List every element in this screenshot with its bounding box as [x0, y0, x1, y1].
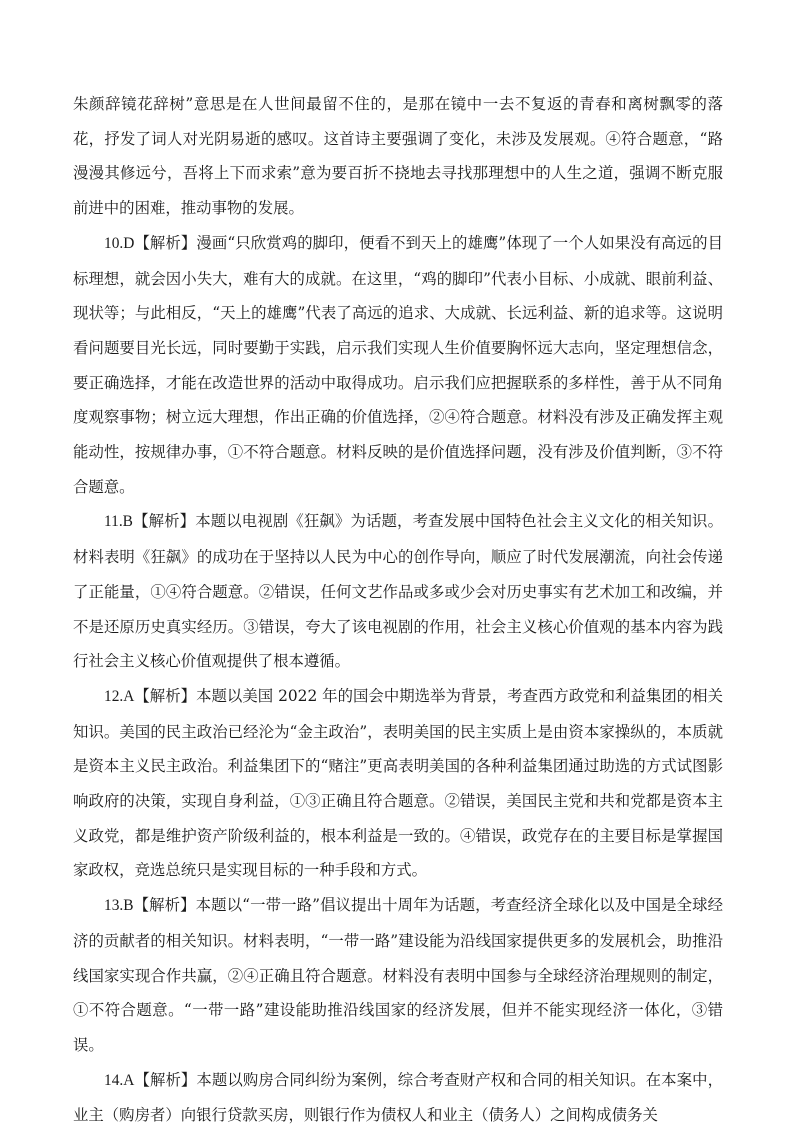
question-number: 14.A — [104, 1071, 135, 1089]
paragraph-text: 漫画“只欣赏鸡的脚印，便看不到天上的雄鹰”体现了一个人如果没有高远的目标理想，就会因小失大，难有大的成就。在这里，“鸡的脚印”代表小目标、小成就、眼前利益、现状等；与此相反，“天上的雄鹰”代表了高远的追求、大成就、长远利益、新的追求等。这说明看问题要目光长远，同时要勤于实践，启示我们实现人生价值要胸怀远大志向，坚定理想信念，要正确选择，才能在改造世界的活动中取得成功。启示我们应把握联系的多样性，善于从不同角度观察事物；树立远大理想，作出正确的价值选择，②④符合题意。材料没有涉及正确发挥主观能动性，按规律办事，①不符合题意。材料反映的是价值选择问题，没有涉及价值判断，③不符合题意。 — [73, 233, 723, 496]
analysis-tag: 【解析】 — [134, 686, 197, 705]
answer-12-analysis — [73, 679, 723, 888]
answer-13-analysis — [73, 888, 723, 1063]
analysis-tag: 【解析】 — [134, 233, 197, 252]
question-number: 13.B — [104, 897, 134, 915]
analysis-tag: 【解析】 — [134, 1070, 197, 1089]
answer-analysis-body — [73, 87, 723, 1133]
paragraph-text: 朱颜辞镜花辞树”意思是在人世间最留不住的，是那在镜中一去不复返的青春和离树飘零的落花，抒发了词人对光阴易逝的感叹。这首诗主要强调了变化，未涉及发展观。④符合题意，“路漫漫其修远兮，吾将上下而求索”意为要百折不挠地去寻找那理想中的人生之道，强调不断克服前进中的困难，推动事物的发展。 — [73, 95, 723, 218]
answer-14-analysis — [73, 1063, 723, 1133]
analysis-tag: 【解析】 — [133, 896, 196, 915]
answer-11-analysis — [73, 504, 723, 679]
paragraph-text: 本题以美国 2022 年的国会中期选举为背景，考查西方政党和利益集团的相关知识。美国的民主政治已经沦为“金主政治”，表明美国的民主实质上是由资本家操纵的，本质就是资本主义民主政治。利益集团下的“赌注”更高表明美国的各种利益集团通过助选的方式试图影响政府的决策，实现自身利益，①③正确且符合题意。②错误，美国民主党和共和党都是资本主义政党，都是维护资产阶级利益的，根本利益是一致的。④错误，政党存在的主要目标是掌握国家政权，竞选总统只是实现目标的一种手段和方式。 — [73, 686, 723, 880]
question-number: 11.B — [104, 513, 133, 531]
question-number: 10.D — [104, 234, 135, 252]
paragraph-text: 本题以购房合同纠纷为案例，综合考查财产权和合同的相关知识。在本案中，业主（购房者）向银行贷款买房，则银行作为债权人和业主（债务人）之间构成债务关 — [73, 1070, 723, 1125]
paragraph-text: 本题以“一带一路”倡议提出十周年为话题，考查经济全球化以及中国是全球经济的贡献者的相关知识。材料表明，“一带一路”建设能为沿线国家提供更多的发展机会，助推沿线国家实现合作共赢，②④正确且符合题意。材料没有表明中国参与全球经济治理规则的制定，①不符合题意。“一带一路”建设能助推沿线国家的经济发展，但并不能实现经济一体化，③错误。 — [73, 896, 723, 1054]
answer-10-analysis — [73, 226, 723, 505]
paragraph-continued — [73, 87, 723, 226]
question-number: 12.A — [104, 687, 135, 705]
analysis-tag: 【解析】 — [132, 512, 196, 531]
paragraph-text: 本题以电视剧《狂飙》为话题，考查发展中国特色社会主义文化的相关知识。材料表明《狂飙》的成功在于坚持以人民为中心的创作导向，顺应了时代发展潮流，向社会传递了正能量，①④符合题意。②错误，任何文艺作品或多或少会对历史事实有艺术加工和改编，并不是还原历史真实经历。③错误，夸大了该电视剧的作用，社会主义核心价值观的基本内容为践行社会主义核心价值观提供了根本遵循。 — [73, 512, 723, 671]
